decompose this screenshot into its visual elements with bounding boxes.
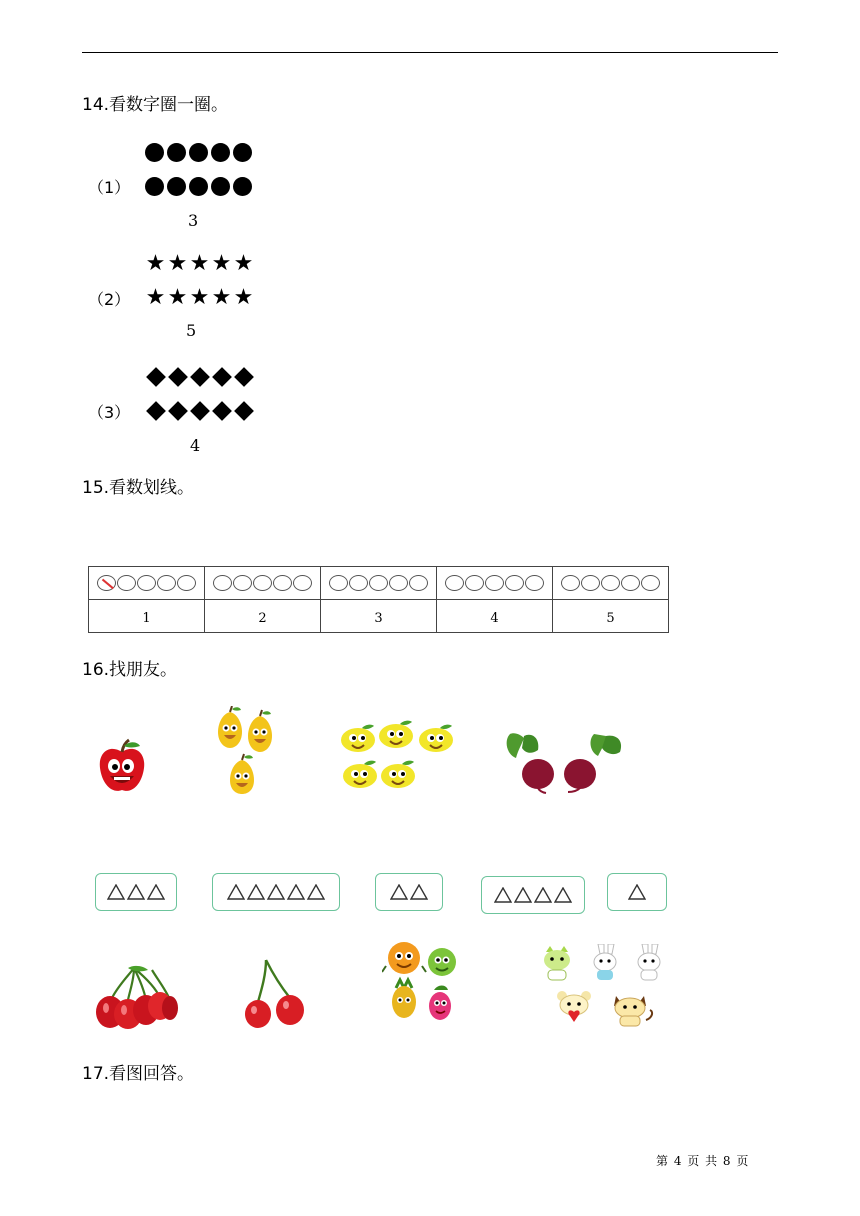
triangle-icon — [307, 884, 325, 900]
star-icon: ★ — [233, 285, 254, 310]
q15-number-cell[interactable] — [437, 600, 553, 633]
q15-cell[interactable] — [437, 567, 553, 600]
q15-cell[interactable] — [553, 567, 669, 600]
circle-icon — [389, 575, 408, 591]
q17-title: 17.看图回答。 — [82, 1064, 195, 1084]
triangle-icon — [494, 887, 512, 903]
cherries-two-picture[interactable] — [240, 958, 308, 1030]
circle-icon — [581, 575, 600, 591]
triangle-icon — [147, 884, 165, 900]
q15-number: 3 — [374, 610, 383, 626]
q15-cell[interactable] — [89, 567, 205, 600]
circle-icon — [641, 575, 660, 591]
q15-title: 15.看数划线。 — [82, 478, 195, 498]
q14-item3-row1 — [145, 366, 254, 388]
triangle-box-5[interactable] — [212, 873, 340, 911]
circle-icon — [369, 575, 388, 591]
beets-picture[interactable] — [502, 730, 626, 794]
q15-number: 5 — [606, 610, 615, 626]
triangle-icon — [267, 884, 285, 900]
q14-item3-label: （3） — [88, 403, 131, 422]
animal-characters-picture[interactable] — [540, 944, 666, 1030]
diamond-icon — [167, 400, 188, 422]
star-icon: ★ — [211, 285, 232, 310]
circle-icon — [117, 575, 136, 591]
circle-crossed-icon — [97, 575, 116, 591]
circle-icon — [213, 575, 232, 591]
circle-icon — [329, 575, 348, 591]
diamond-icon — [233, 400, 254, 422]
triangle-box-3[interactable] — [95, 873, 177, 911]
filled-circle-icon — [211, 143, 230, 162]
q15-cell[interactable] — [321, 567, 437, 600]
triangle-icon — [628, 884, 646, 900]
circle-icon — [349, 575, 368, 591]
diamond-icon — [189, 366, 210, 388]
star-icon: ★ — [233, 251, 254, 276]
q14-item1-label: （1） — [88, 178, 131, 197]
q15-number-cell[interactable] — [553, 600, 669, 633]
q15-cell[interactable] — [205, 567, 321, 600]
triangle-icon — [127, 884, 145, 900]
circle-icon — [485, 575, 504, 591]
filled-circle-icon — [189, 177, 208, 196]
q15-table — [88, 566, 669, 633]
lemons-picture[interactable] — [340, 716, 456, 794]
diamond-icon — [145, 400, 166, 422]
diamond-icon — [211, 366, 232, 388]
circle-icon — [601, 575, 620, 591]
circle-icon — [293, 575, 312, 591]
diamond-icon — [211, 400, 232, 422]
star-icon: ★ — [189, 251, 210, 276]
triangle-icon — [390, 884, 408, 900]
triangle-box-2[interactable] — [375, 873, 443, 911]
q15-number: 4 — [490, 610, 499, 626]
q15-circles-row — [89, 567, 669, 600]
circle-icon — [525, 575, 544, 591]
circle-icon — [621, 575, 640, 591]
q15-numbers-row — [89, 600, 669, 633]
triangle-icon — [107, 884, 125, 900]
circle-icon — [177, 575, 196, 591]
cherries-five-picture[interactable] — [94, 964, 178, 1030]
q15-number-cell[interactable] — [321, 600, 437, 633]
circle-icon — [137, 575, 156, 591]
diamond-icon — [145, 366, 166, 388]
filled-circle-icon — [189, 143, 208, 162]
q15-number: 1 — [142, 610, 151, 626]
q14-title: 14.看数字圈一圈。 — [82, 95, 229, 115]
q14-item2-row2 — [145, 287, 254, 309]
triangle-icon — [247, 884, 265, 900]
circle-icon — [505, 575, 524, 591]
q14-item2-label: （2） — [88, 290, 131, 309]
q14-item3-row2 — [145, 400, 254, 422]
triangle-icon — [287, 884, 305, 900]
filled-circle-icon — [167, 143, 186, 162]
q16-title: 16.找朋友。 — [82, 660, 178, 680]
circle-icon — [233, 575, 252, 591]
triangle-icon — [514, 887, 532, 903]
q15-number: 2 — [258, 610, 267, 626]
fruit-characters-picture[interactable] — [382, 938, 464, 1030]
diamond-icon — [189, 400, 210, 422]
q15-number-cell[interactable] — [89, 600, 205, 633]
star-icon: ★ — [211, 251, 232, 276]
star-icon: ★ — [167, 251, 188, 276]
q14-item3-number: 4 — [190, 436, 201, 455]
q14-item2-row1 — [145, 253, 254, 275]
star-icon: ★ — [189, 285, 210, 310]
q14-item1-row1 — [145, 143, 252, 162]
triangle-box-4[interactable] — [481, 876, 585, 914]
filled-circle-icon — [233, 177, 252, 196]
diamond-icon — [167, 366, 188, 388]
circle-icon — [445, 575, 464, 591]
q14-item2-number: 5 — [186, 321, 197, 340]
star-icon: ★ — [167, 285, 188, 310]
q15-number-cell[interactable] — [205, 600, 321, 633]
circle-icon — [157, 575, 176, 591]
q14-item1-number: 3 — [188, 211, 199, 230]
diamond-icon — [233, 366, 254, 388]
filled-circle-icon — [145, 143, 164, 162]
triangle-icon — [554, 887, 572, 903]
filled-circle-icon — [145, 177, 164, 196]
circle-icon — [273, 575, 292, 591]
apple-picture[interactable] — [96, 738, 148, 796]
triangle-icon — [410, 884, 428, 900]
triangle-icon — [534, 887, 552, 903]
star-icon: ★ — [145, 285, 166, 310]
pears-picture[interactable] — [214, 706, 276, 794]
circle-icon — [465, 575, 484, 591]
circle-icon — [409, 575, 428, 591]
page-footer: 第 4 页 共 8 页 — [656, 1154, 750, 1168]
circle-icon — [253, 575, 272, 591]
filled-circle-icon — [167, 177, 186, 196]
triangle-icon — [227, 884, 245, 900]
triangle-box-1[interactable] — [607, 873, 667, 911]
header-rule — [82, 52, 778, 53]
star-icon: ★ — [145, 251, 166, 276]
filled-circle-icon — [211, 177, 230, 196]
filled-circle-icon — [233, 143, 252, 162]
circle-icon — [561, 575, 580, 591]
q14-item1-row2 — [145, 177, 252, 196]
